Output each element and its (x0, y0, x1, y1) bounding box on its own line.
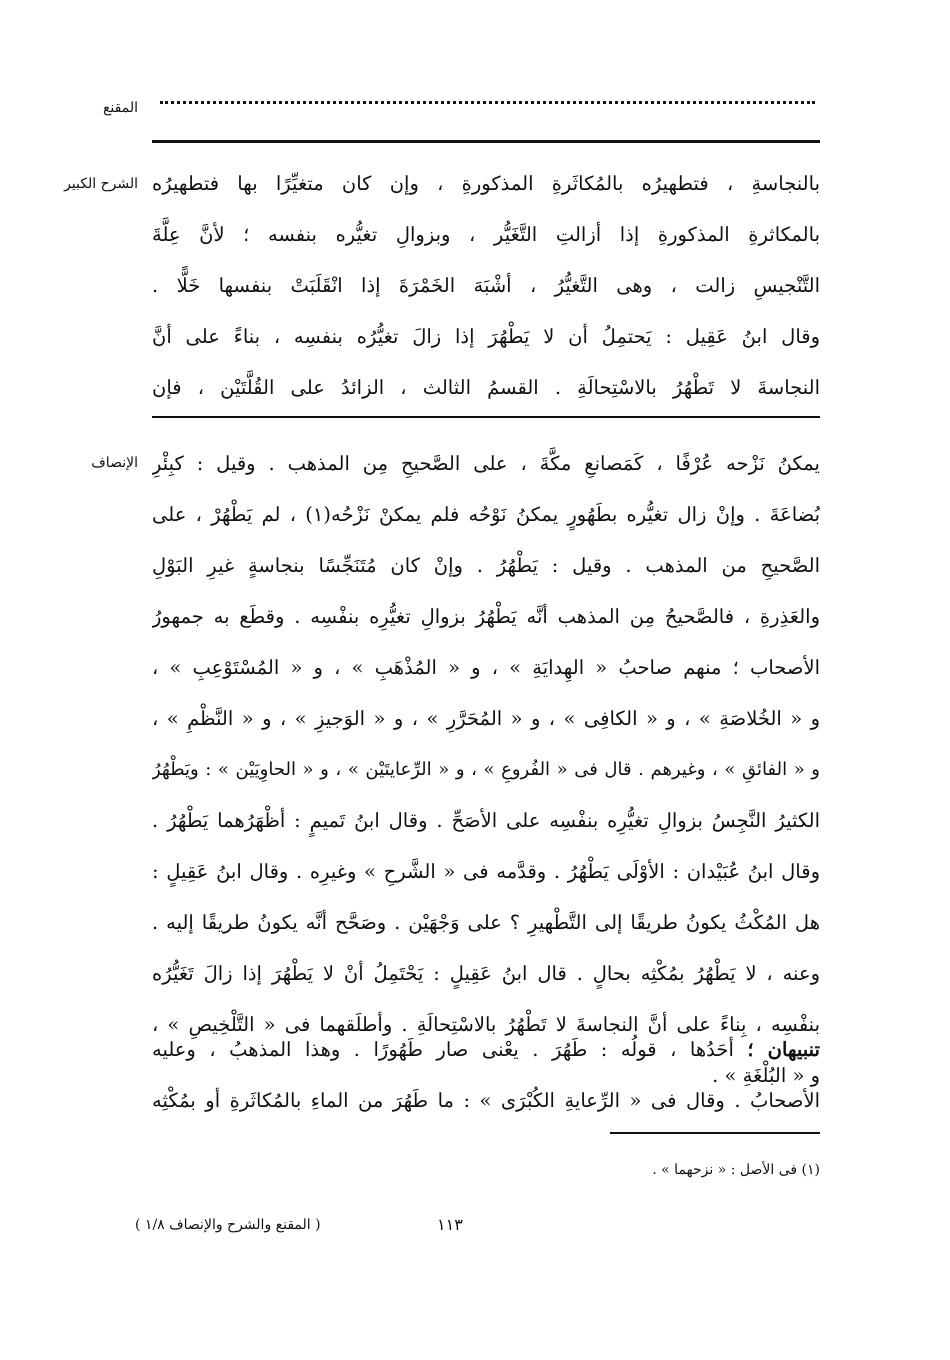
insaf-line: بُضاعَةَ . وإنْ زال تغيُّره بطَهُورٍ يمكنُ نَوْحُه فلم يمكنْ نَزْحُه(١) ، لم يَطْهُرْ ، على (152, 503, 820, 526)
insaf-line: بنفْسِه ، بِناءً على أنَّ النجاسةَ لا تَطْهُرُ بالاسْتِحالَةِ . وأطلَقهما فى « التَّلْخِيصِ » ، (152, 1013, 820, 1036)
footnote: (١) فى الأصل : « نزحهما » . (652, 1162, 820, 1178)
page-number: ١١٣ (437, 1215, 463, 1234)
insaf-line: الصَّحيحِ من المذهب . وقيل : يَطْهُرُ . وإنْ كان مُتَنَجِّسًا بنجاسةٍ غيرِ البَوْلِ (152, 554, 820, 577)
sharh-text-block (152, 158, 820, 413)
sharh-line: وقال ابنُ عَقِيل : يَحتمِلُ أن لا يَطْهُرَ إذا زالَ تغيُّرُه بنفسِه ، بناءً على أنَّ (152, 325, 820, 348)
header-dotted-rule (160, 101, 815, 120)
book-reference: ( المقنع والشرح والإنصاف ١/٨ ) (135, 1217, 321, 1233)
tanbihan-line (152, 1024, 820, 1075)
insaf-line: و « الفائقِ » ، وغيرهم . قال فى « الفُروعِ » ، و « الرِّعايتَيْن » ، و « الحاوِيَيْن » : ويَطْهُرُ (152, 759, 820, 780)
tanbihan-text: أحَدُها ، قولُه : طَهُرَ . يعْنى صار طَهُورًا . وهذا المذهبُ ، وعليه (152, 1038, 748, 1061)
insaf-text-block (152, 438, 820, 1101)
sharh-line: بالنجاسةِ ، فتطهيرُه بالمُكاثَرةِ المذكورةِ ، وإن كان متغيِّرًا بها فتطهيرُه (152, 172, 820, 195)
insaf-line: و « الخُلاصَةِ » ، و « الكافِى » ، و « المُحَرَّرِ » ، و « الوَجيزِ » ، و « النَّظْمِ » ، (152, 707, 820, 730)
tanbihan-line: الأصحابُ . وقال فى « الرِّعايةِ الكُبْرَى » : ما طَهُرَ من الماءِ بالمُكاثَرةِ أو بمُكْثِه (152, 1089, 820, 1112)
insaf-line: وعنه ، لا يَطْهُرُ بمُكْثِه بحالٍ . قال ابنُ عَقِيلٍ : يَحْتَمِلُ أنْ لا يَطْهُرَ إذا زالَ تَغَيُّرُه (152, 962, 820, 985)
insaf-line: يمكنُ نَزْحه عُرْفًا ، كَمَصانعِ مكَّةَ ، على الصَّحيحِ مِن المذهب . وقيل : كبِئْرِ (152, 452, 820, 475)
insaf-line: الكثيرُ النَّجِسُ بزوالِ تغيُّرِه بنفْسِه على الأصَحِّ . وقال ابنُ تَميمٍ : أظْهَرُهما يَطْهُرُ . (152, 809, 820, 832)
sharh-line: النجاسةَ لا تَطْهُرُ بالاسْتِحالَةِ . القسمُ الثالث ، الزائدُ على القُلَّتَيْن ، فإن (152, 376, 820, 399)
sharh-section-label: الشرح الكبير (64, 176, 138, 192)
insaf-section-label: الإنصاف (91, 455, 138, 471)
tanbihan-heading: تنبيهان ؛ (747, 1038, 820, 1061)
tanbihan-paragraph (152, 1024, 820, 1126)
header-rule (152, 140, 820, 143)
section-divider (152, 416, 820, 418)
insaf-line: و « البُلْغَةِ » . (712, 1064, 820, 1087)
running-title: المقنع (102, 100, 138, 116)
insaf-line: الأصحاب ؛ منهم صاحبُ « الهِدايَةِ » ، و « المُذْهَبِ » ، و « المُسْتَوْعِبِ » ، (152, 656, 820, 679)
sharh-line: بالمكاثرةِ المذكورةِ إذا أزالتِ التَّغَيُّر ، وبزوالِ تغيُّره بنفسه ؛ لأنَّ عِلَّةَ (152, 223, 820, 246)
footnote-rule (610, 1132, 820, 1134)
insaf-line: والعَذِرةِ ، فالصَّحيحُ مِن المذهب أنَّه يَطْهُرُ بزوالِ تغيُّرِه بنفْسِه . وقطَع به جمهورُ (152, 605, 820, 628)
sharh-line: التَّنْجيسِ زالت ، وهى التَّغيُّرُ ، أشْبَهَ الخَمْرَةَ إذا انْقَلَبَتْ بنفسها خَلًّا . (152, 274, 820, 297)
insaf-line: هل المُكْثُ يكونُ طريقًا إلى التَّطْهيرِ ؟ على وَجْهَيْن . وصَحَّح أنَّه يكونُ طريقًا إليه . (152, 911, 820, 934)
insaf-line: وقال ابنُ عُبَيْدان : الأوْلَى يَطْهُرُ . وقدَّمه فى « الشَّرحِ » وغيرِه . وقال ابنُ عَقِيلٍ : (152, 860, 820, 883)
